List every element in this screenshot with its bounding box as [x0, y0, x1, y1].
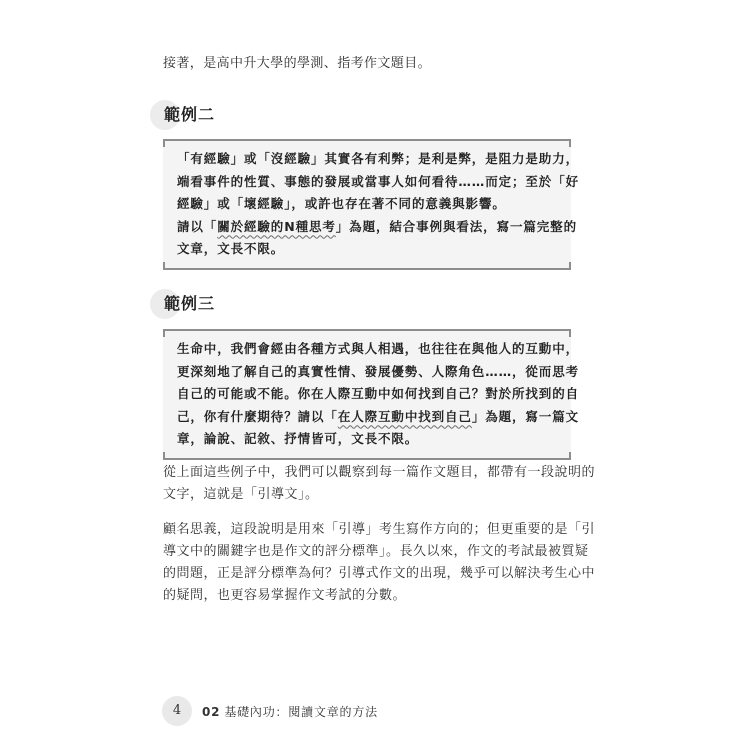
- example2-line: 端看事件的性質、事態的發展或當事人如何看待……而定；至於「好: [177, 173, 580, 189]
- paragraph-line: 的問題，正是評分標準為何？引導式作文的出現，幾乎可以解決考生心中: [163, 566, 596, 581]
- example3-line: 己，你有什麼期待？請以「在人際互動中找到自己」為題，寫一篇文: [177, 408, 580, 424]
- paragraph-line: 顧名思義，這段說明是用來「引導」考生寫作方向的；但更重要的是「引: [163, 522, 596, 537]
- paragraph-line: 的疑問，也更容易掌握作文考試的分數。: [163, 588, 407, 603]
- example3-line: 自己的可能或不能。你在人際互動中如何找到自己？對於所找到的自: [177, 386, 580, 401]
- chapter-number: 02: [202, 705, 221, 719]
- paragraph-line: 導文中的關鍵字也是作文的評分標準」。長久以來，作文的考試最被質疑: [163, 544, 589, 559]
- example3-box: [163, 329, 580, 460]
- paragraph-guide-text: [163, 462, 596, 506]
- page-footer: [162, 696, 422, 728]
- example2-line: 經驗」或「壞經驗」，或許也存在著不同的意義與影響。: [177, 196, 506, 211]
- example2-line: 「有經驗」或「沒經驗」其實各有利弊；是利是弊，是阻力是助力，: [177, 151, 580, 166]
- example3-line: 更深刻地了解自己的真實性情、發展優勢、人際角色……，從而思考: [177, 363, 580, 379]
- example3-heading: [150, 289, 270, 321]
- chapter-label: [202, 703, 378, 720]
- paragraph-explanation: [163, 519, 596, 607]
- example2-line: 請以「關於經驗的N種思考」為題，結合事例與看法，寫一篇完整的: [177, 218, 577, 234]
- example3-topic-underlined: 在人際互動中找到自己: [337, 408, 472, 424]
- paragraph-line: 文字，這就是「引導文」。: [163, 487, 319, 502]
- example2-heading: [150, 100, 270, 132]
- example2-box: [163, 139, 580, 270]
- example3-line: 章，論說、記敘、抒情皆可，文長不限。: [177, 431, 419, 446]
- example2-topic-underlined: 關於經驗的N種思考: [217, 218, 336, 234]
- example3-title: 範例三: [164, 294, 216, 313]
- page-number: 4: [172, 703, 182, 718]
- chapter-title: 基礎內功：閱讀文章的方法: [224, 705, 378, 719]
- paragraph-line: 從上面這些例子中，我們可以觀察到每一篇作文題目，都帶有一段說明的: [163, 465, 596, 480]
- example2-title: 範例二: [164, 105, 216, 124]
- intro-text: 接著，是高中升大學的學測、指考作文題目。: [163, 56, 432, 71]
- example2-line: 文章，文長不限。: [177, 241, 285, 256]
- example3-line: 生命中，我們會經由各種方式與人相遇，也往往在與他人的互動中，: [177, 341, 580, 356]
